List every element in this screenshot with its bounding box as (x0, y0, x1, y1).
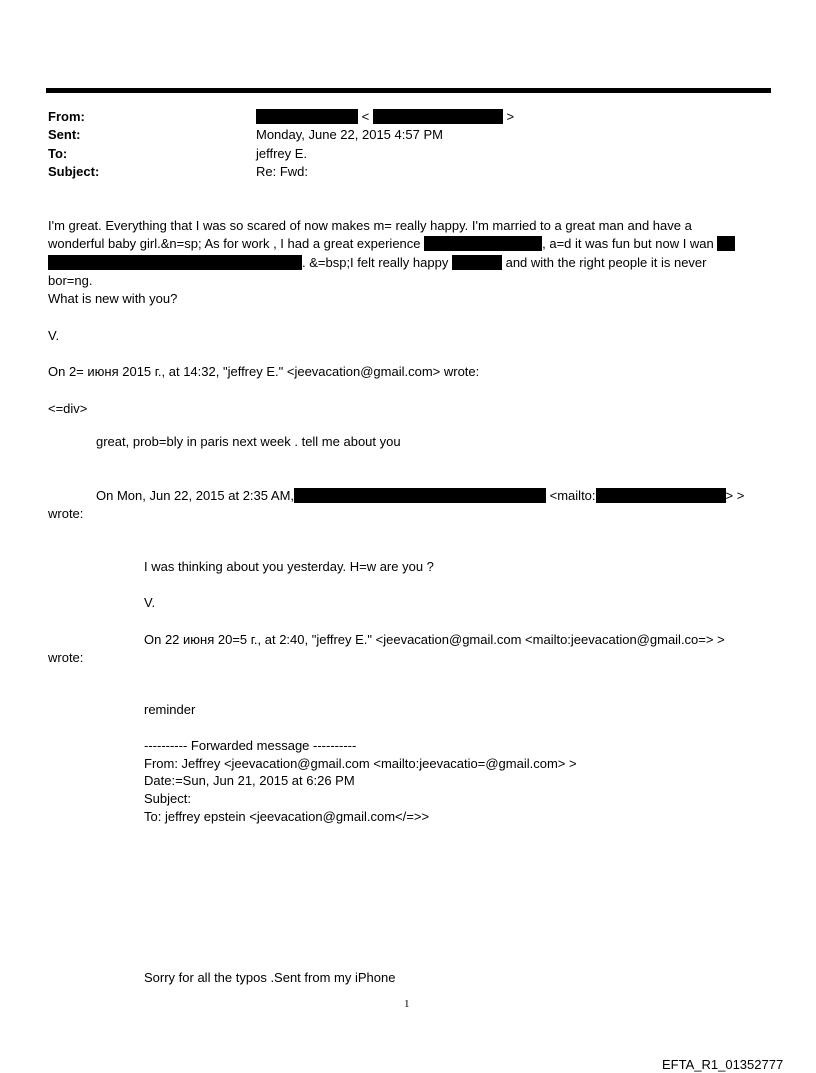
div-tag-text: <=div> (48, 401, 88, 416)
body-text: . &=bsp;I felt really happy (302, 255, 449, 270)
subject-value: Re: Fwd: (256, 164, 309, 179)
forward-date: Date:=Sun, Jun 21, 2015 at 6:26 PM (144, 773, 355, 788)
body-text: , a=d it was fun but now I wan (542, 236, 714, 251)
redaction-box (256, 109, 358, 124)
body-line (48, 235, 735, 252)
quote-header: On 2= июня 2015 г., at 14:32, "jeffrey E." <jeevacation@gmail.com> wrote: (48, 364, 480, 379)
sent-value: Monday, June 22, 2015 4:57 PM (256, 127, 443, 142)
redaction-box (452, 255, 502, 270)
body-line (48, 254, 707, 271)
body-line: I'm great. Everything that I was so scared of now makes m= really happy. I'm married to a great man and have a (48, 218, 692, 233)
body-text: wonderful baby girl.&n=sp; As for work , I had a great experience (48, 236, 421, 251)
quote-header (96, 487, 744, 504)
redaction-box (596, 488, 726, 503)
from-value (256, 108, 514, 125)
signature: V. (144, 595, 156, 610)
from-label: From: (48, 109, 85, 124)
subject-label: Subject: (48, 164, 100, 179)
quote-wrote: wrote: (48, 506, 84, 521)
body-line: bor=ng. (48, 273, 93, 288)
quote-header-text: <mailto: (549, 488, 596, 503)
body-line: What is new with you? (48, 291, 178, 306)
page-number: 1 (404, 998, 410, 1010)
body-text: and with the right people it is never (505, 255, 707, 270)
quote-wrote: wrote: (48, 650, 84, 665)
sent-label: Sent: (48, 127, 81, 142)
redaction-box (424, 236, 542, 251)
from-open-bracket: < (361, 109, 370, 124)
from-close-bracket: > (506, 109, 515, 124)
redaction-box (717, 236, 735, 251)
quote-header-text: On Mon, Jun 22, 2015 at 2:35 AM, (96, 488, 295, 503)
reminder-text: reminder (144, 702, 196, 717)
forward-to: To: jeffrey epstein <jeevacation@gmail.com</=>> (144, 809, 430, 824)
redaction-box (48, 255, 302, 270)
signature: V. (48, 328, 60, 343)
bates-number: EFTA_R1_01352777 (662, 1057, 784, 1072)
redaction-box (294, 488, 546, 503)
quote-header: On 22 июня 20=5 г., at 2:40, "jeffrey E." <jeevacation@gmail.com <mailto:jeevacation@gmail.co=> > (144, 632, 725, 647)
forward-from: From: Jeffrey <jeevacation@gmail.com <mailto:jeevacatio=@gmail.com> > (144, 756, 577, 771)
forward-subject: Subject: (144, 791, 191, 806)
reply-text: great, prob=bly in paris next week . tell me about you (96, 434, 401, 449)
to-label: To: (48, 146, 68, 161)
message-text: I was thinking about you yesterday. H=w are you ? (144, 559, 434, 574)
header-rule (46, 88, 771, 93)
to-value: jeffrey E. (256, 146, 308, 161)
forward-divider: ---------- Forwarded message ---------- (144, 738, 357, 753)
redaction-box (373, 109, 503, 124)
closing-text: Sorry for all the typos .Sent from my iPhone (144, 970, 396, 985)
quote-header-text: > > (725, 488, 745, 503)
